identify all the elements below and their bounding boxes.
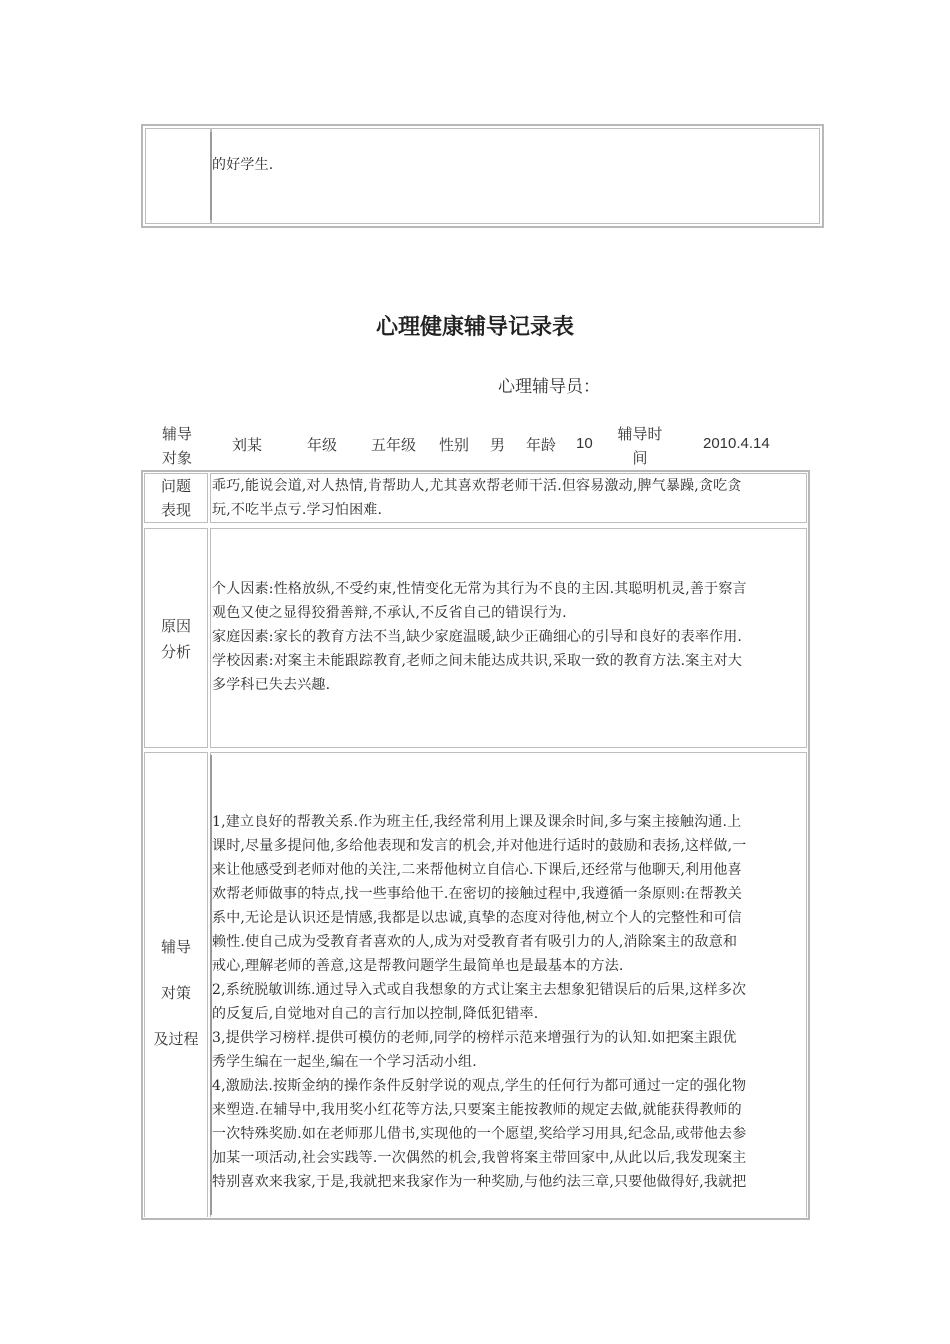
- strategy-line: 一次特殊奖励.如在老师那儿借书,实现他的一个愿望,奖给学习用具,纪念品,或带他去参: [212, 1126, 747, 1142]
- cause-text: [212, 577, 806, 697]
- strategy-line: 欢帮老师做事的特点,找一些事给他干.在密切的接触过程中,我遵循一条原则:在帮教关: [212, 886, 743, 902]
- problem-line: 玩,不吃半点亏.学习怕困难.: [212, 502, 383, 518]
- strategy-line: 来塑造.在辅导中,我用奖小红花等方法,只要案主能按教师的规定去做,就能获得教师的: [212, 1102, 742, 1118]
- cause-label-line2: 分析: [160, 643, 191, 661]
- time-label: [612, 422, 668, 470]
- strategy-line: 3,提供学习榜样.提供可模仿的老师,同学的榜样示范来增强行为的认知.如把案主跟优: [212, 1030, 737, 1046]
- cause-line: 个人因素:性格放纵,不受约束,性情变化无常为其行为不良的主因.其聪明机灵,善于察言: [212, 581, 747, 597]
- counselor-label: 心理辅导员：: [498, 377, 600, 397]
- cause-line: 观色又使之显得狡猾善辩,不承认,不反省自己的错误行为.: [212, 605, 567, 621]
- problem-line: 乖巧,能说会道,对人热情,肯帮助人,尤其喜欢帮老师干活.但容易激动,脾气暴躁,贪吃贪: [212, 478, 742, 494]
- subject-value: 刘某: [232, 436, 263, 454]
- strategy-line: 4,激励法.按斯金纳的操作条件反射学说的观点,学生的任何行为都可通过一定的强化物: [212, 1078, 747, 1094]
- strategy-line: 来让他感受到老师对他的关注,二来帮他树立自信心.下课后,还经常与他聊天,利用他喜: [212, 862, 742, 878]
- top-table-text: 的好学生.: [212, 157, 274, 173]
- gender-label: 性别: [439, 436, 470, 454]
- subject-label-line1: 辅导: [161, 425, 192, 443]
- strategy-label: [140, 924, 212, 1062]
- strategy-label-line3: 及过程: [153, 1030, 199, 1048]
- strategy-line: 赖性.使自己成为受教育者喜欢的人,成为对受教育者有吸引力的人,消除案主的敌意和: [212, 934, 738, 950]
- age-label: 年龄: [526, 436, 557, 454]
- problem-label-line2: 表现: [160, 501, 191, 519]
- problem-label-line1: 问题: [160, 477, 191, 495]
- strategy-label-line1: 辅导: [160, 938, 191, 956]
- subject-label-line2: 对象: [161, 449, 192, 467]
- cause-line: 学校因素:对案主未能跟踪教育,老师之间未能达成共识,采取一致的教育方法.案主对大: [212, 653, 743, 669]
- grade-label: 年级: [307, 436, 338, 454]
- time-value: 2010.4.14: [703, 435, 770, 452]
- cause-label-line1: 原因: [160, 617, 191, 635]
- strategy-line: 1,建立良好的帮教关系.作为班主任,我经常利用上课及课余时间,多与案主接触沟通.上: [212, 814, 742, 830]
- strategy-label-line2: 对策: [160, 984, 191, 1002]
- cause-label: [144, 613, 208, 665]
- strategy-line: 戒心,理解老师的善意,这是帮教问题学生最简单也是最基本的方法.: [212, 958, 624, 974]
- strategy-line: 秀学生编在一起坐,编在一个学习活动小组.: [212, 1054, 477, 1070]
- strategy-text: [212, 810, 806, 1194]
- age-value: 10: [576, 435, 593, 452]
- page-title: 心理健康辅导记录表: [375, 315, 574, 340]
- cause-line: 多学科已失去兴趣.: [212, 677, 331, 693]
- problem-label: [144, 474, 208, 522]
- strategy-line: 特别喜欢来我家,于是,我就把来我家作为一种奖励,与他约法三章,只要他做得好,我就把: [212, 1174, 747, 1190]
- strategy-line: 课时,尽量多提问他,多给他表现和发言的机会,并对他进行适时的鼓励和表扬,这样做,一: [212, 838, 747, 854]
- grade-value: 五年级: [371, 436, 417, 454]
- strategy-line: 加某一项活动,社会实践等.一次偶然的机会,我曾将案主带回家中,从此以后,我发现案主: [212, 1150, 747, 1166]
- top-table-content-cell: [211, 128, 820, 224]
- strategy-line: 系中,无论是认识还是情感,我都是以忠诚,真挚的态度对待他,树立个人的完整性和可信: [212, 910, 742, 926]
- subject-label: [155, 422, 199, 470]
- cause-line: 家庭因素:家长的教育方法不当,缺少家庭温暖,缺少正确细心的引导和良好的表率作用.: [212, 629, 743, 645]
- time-label-line1: 辅导时: [617, 425, 663, 443]
- problem-text: [212, 474, 806, 522]
- top-table-label-cell: [145, 128, 211, 224]
- gender-value: 男: [490, 436, 506, 454]
- strategy-line: 的反复后,自觉地对自己的言行加以控制,降低犯错率.: [212, 1006, 539, 1022]
- time-label-line2: 间: [632, 449, 648, 467]
- strategy-line: 2,系统脱敏训练.通过导入式或自我想象的方式让案主去想象犯错误后的后果,这样多次: [212, 982, 747, 998]
